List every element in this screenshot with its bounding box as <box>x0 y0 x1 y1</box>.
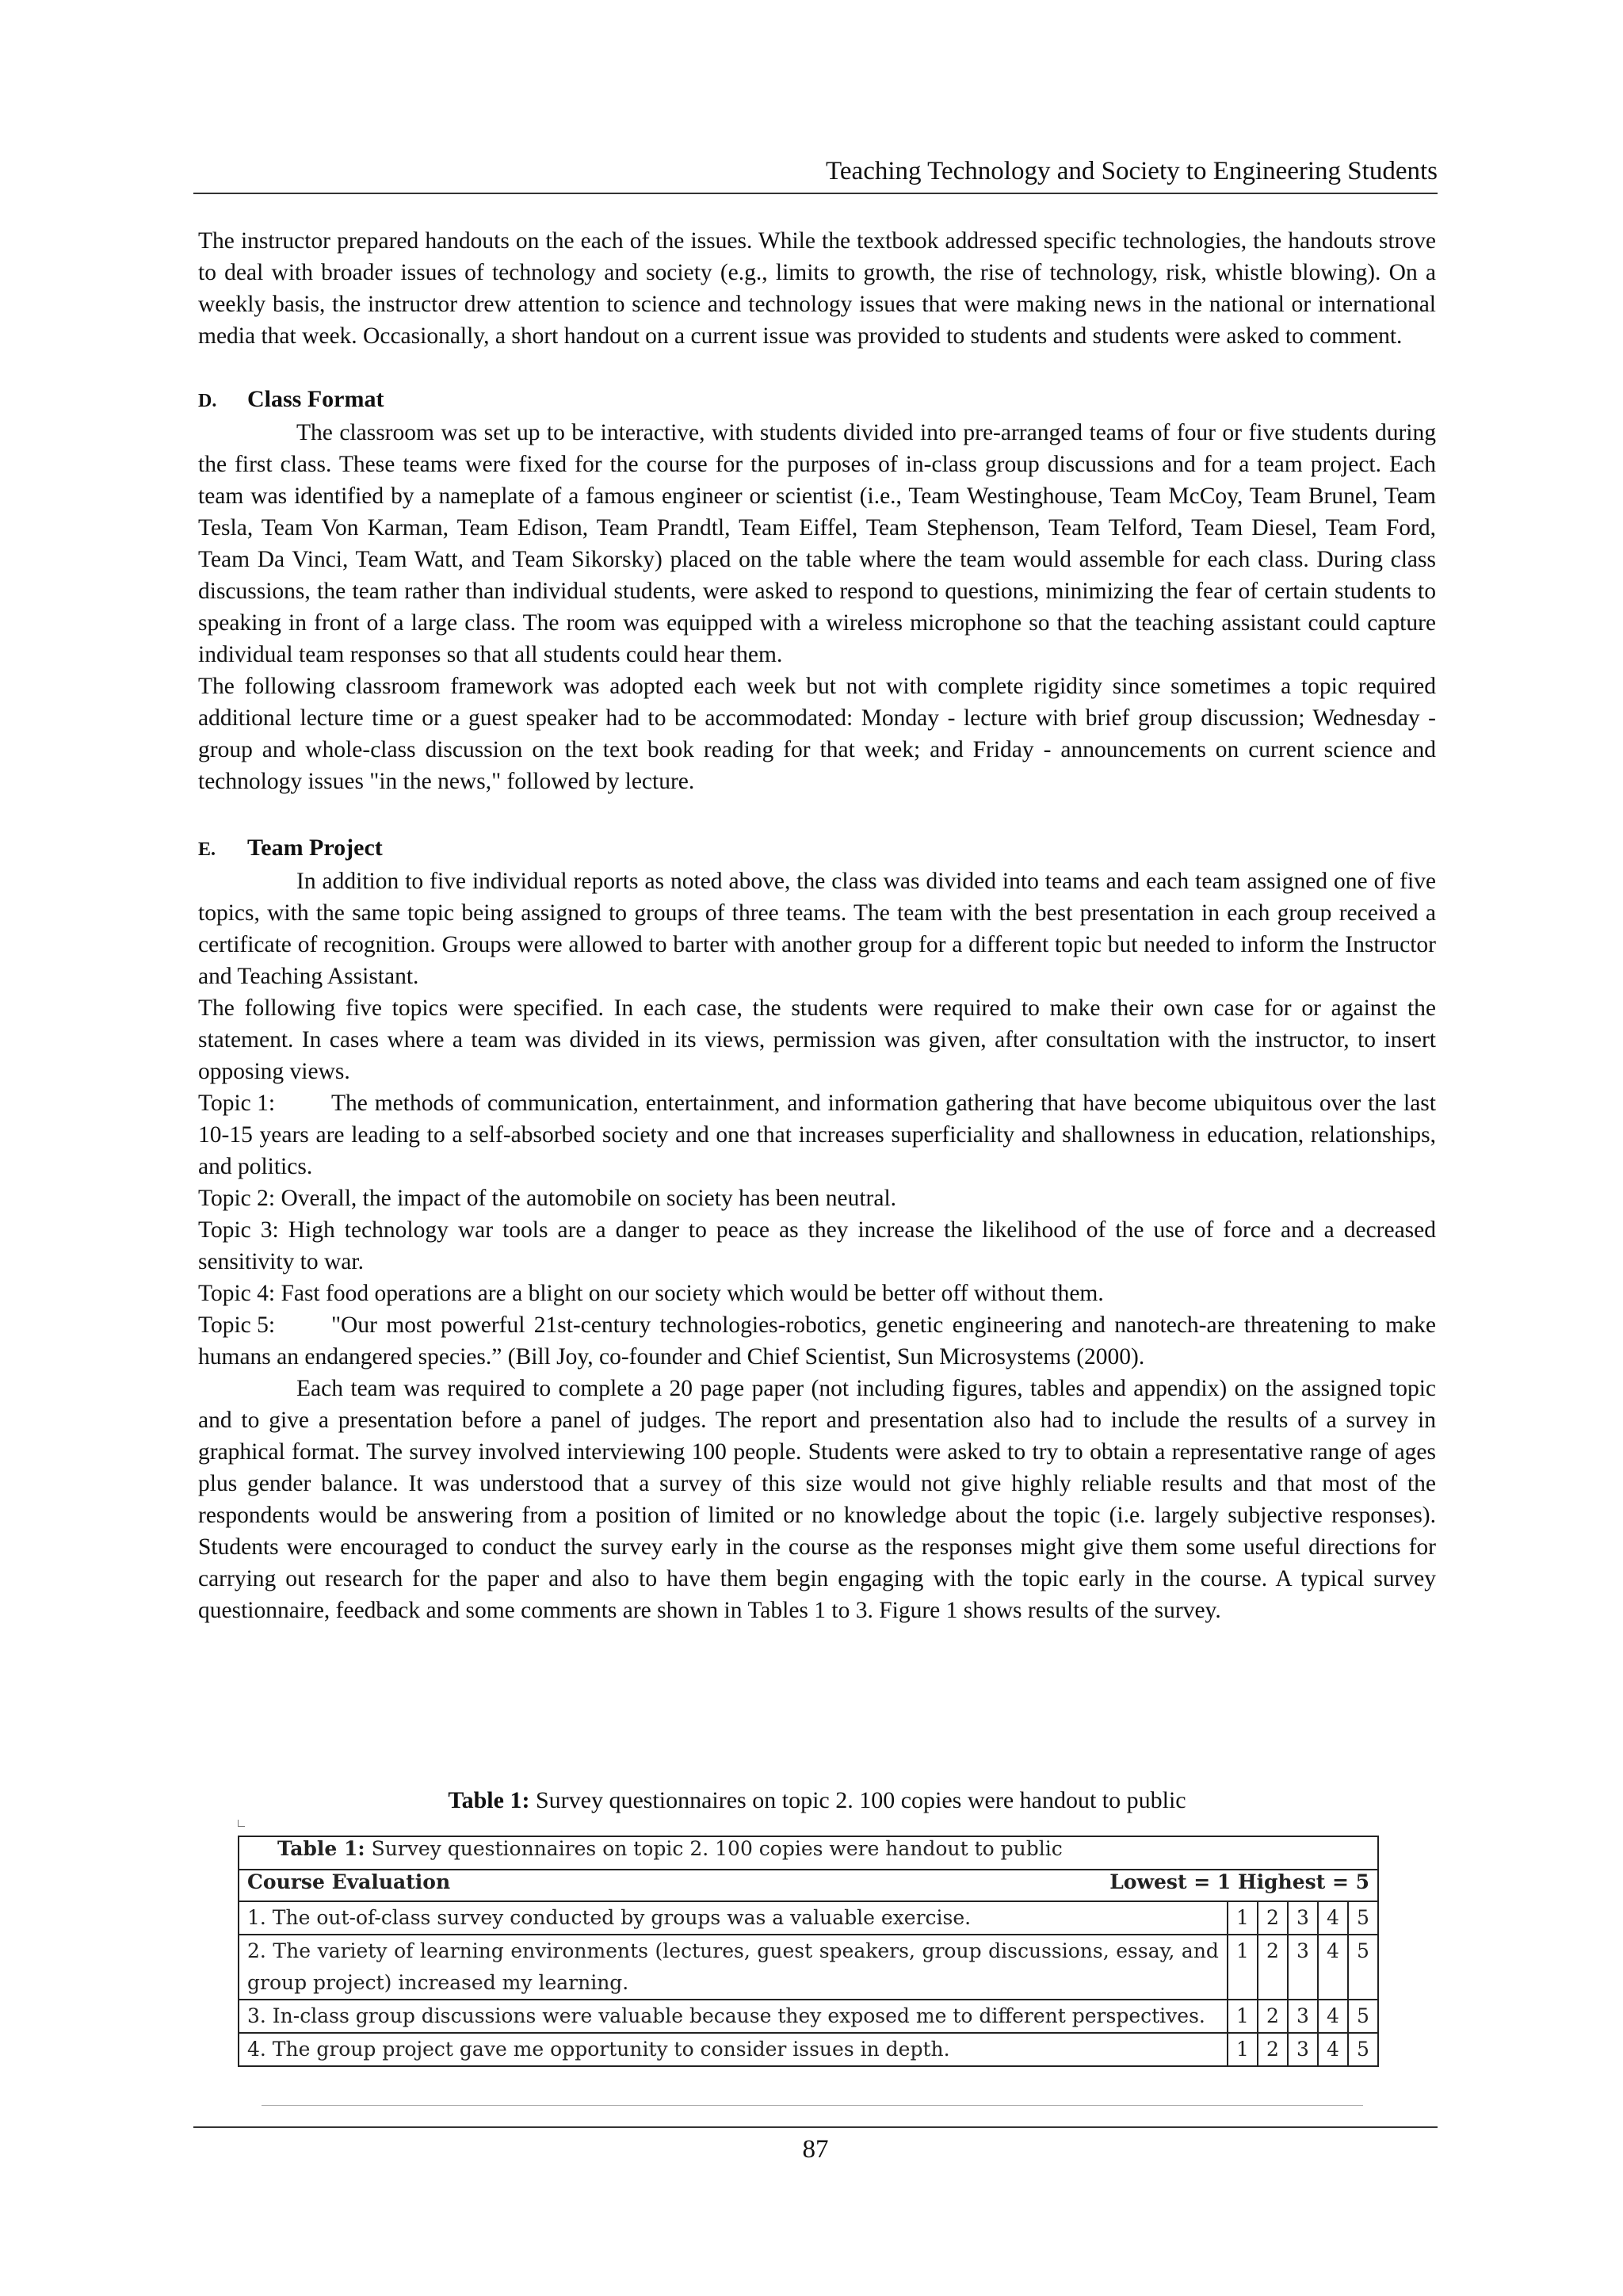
section-e-paragraph-2: The following five topics were specified. In each case, the students were required to make their own case for or against the statement. In cases where a team was divided in its views, permission was given, after consultation with the instructor, to insert opposing views. <box>198 995 1436 1084</box>
table-row <box>239 1901 1378 1935</box>
section-d-paragraph-1: The classroom was set up to be interactive, with students divided into pre-arranged teams of four or five students during the first class. These teams were fixed for the course for the purposes of in-class group discussions and for a team project. Each team was identified by a nameplate of a famous engineer or scientist (i.e., Team Westinghouse, Team McCoy, Team Brunel, Team Tesla, Team Von Karman, Team Edison, Team Prandtl, Team Eiffel, Team Stephenson, Team Telford, Team Diesel, Team Ford, Team Da Vinci, Team Watt, and Team Sikorsky) placed on the table where the team would assemble for each class. During class discussions, the team rather than individual students, were asked to respond to questions, minimizing the fear of certain students to speaking in front of a large class. The room was equipped with a wireless microphone so that the teaching assistant could capture individual team responses so that all students could hear them. <box>198 420 1436 667</box>
topic-label: Topic 3: <box>198 1217 279 1243</box>
section-e-heading <box>198 832 1436 865</box>
topic-item <box>198 1309 1436 1373</box>
rating-cell: 5 <box>1348 1935 1378 2000</box>
topic-item <box>198 1278 1436 1309</box>
header-rule <box>193 193 1438 194</box>
topic-label: Topic 5: <box>198 1312 276 1338</box>
section-e-title: Team Project <box>247 835 383 861</box>
rating-cell: 3 <box>1288 1901 1318 1935</box>
table-title-row <box>239 1836 1378 1870</box>
topic-item <box>198 1214 1436 1278</box>
table-header-row <box>239 1870 1378 1901</box>
table-1-caption-label: Table 1: <box>448 1787 530 1813</box>
table-header-right: Lowest = 1 Highest = 5 <box>1109 1870 1369 1893</box>
table-row <box>239 1935 1378 2000</box>
topic-text: Fast food operations are a blight on our society which would be better off without them. <box>281 1281 1104 1306</box>
rating-cell: 3 <box>1288 2033 1318 2066</box>
page-number: 87 <box>802 2135 829 2164</box>
topic-text: High technology war tools are a danger to peace as they increase the likelihood of the use of force and a decreased sensitivity to war. <box>198 1217 1436 1274</box>
footer-rule <box>193 2126 1438 2128</box>
topic-text: The methods of communication, entertainment, and information gathering that have become ubiquitous over the last 10-15 years are leading to a self-absorbed society and one that increases superficiality and shallowness in education, relationships, and politics. <box>198 1091 1436 1179</box>
table-header-left: Course Evaluation <box>247 1870 451 1893</box>
section-e-paragraph-3: Each team was required to complete a 20 page paper (not including figures, tables and appendix) on the assigned topic and to give a presentation before a panel of judges. The report and presentation also had to include the results of a survey in graphical format. The survey involved interviewing 100 people. Students were asked to try to obtain a representative range of ages plus gender balance. It was understood that a survey of this size would not give highly reliable results and that most of the respondents would be answering from a position of limited or no knowledge about the topic (i.e. largely subjective responses). Students were encouraged to conduct the survey early in the course as the responses might give them some useful directions for carrying out research for the paper and also to have them begin engaging with the topic early in the course. A typical survey questionnaire, feedback and some comments are shown in Tables 1 to 3. Figure 1 shows results of the survey. <box>198 1376 1436 1623</box>
survey-table <box>238 1836 1379 2067</box>
table-title-text: Survey questionnaires on topic 2. 100 copies were handout to public <box>371 1837 1063 1860</box>
rating-cell: 1 <box>1228 2000 1258 2033</box>
rating-cell: 5 <box>1348 1901 1378 1935</box>
question-cell: 1. The out-of-class survey conducted by groups was a valuable exercise. <box>239 1901 1228 1935</box>
topic-text: "Our most powerful 21st-century technologies-robotics, genetic engineering and nanotech-are threatening to make humans an endangered species.” (Bill Joy, co-founder and Chief Scientist, Sun Microsystems (2000). <box>198 1312 1436 1370</box>
table-1-caption-text: Survey questionnaires on topic 2. 100 copies were handout to public <box>535 1787 1186 1813</box>
rating-cell: 5 <box>1348 2033 1378 2066</box>
section-d-letter: D. <box>198 391 217 411</box>
rating-cell: 5 <box>1348 2000 1378 2033</box>
rating-cell: 2 <box>1258 1901 1288 1935</box>
topic-text: Overall, the impact of the automobile on society has been neutral. <box>281 1186 897 1211</box>
table-1-caption <box>198 1785 1436 1817</box>
table-row <box>239 2000 1378 2033</box>
table-title-cell <box>239 1836 1378 1870</box>
table-row <box>239 2033 1378 2066</box>
rating-cell: 1 <box>1228 1901 1258 1935</box>
table-bottom-rule <box>262 2105 1363 2106</box>
topic-label: Topic 4: <box>198 1281 276 1306</box>
table-header-cell <box>239 1870 1378 1901</box>
topic-item <box>198 1182 1436 1214</box>
topic-label: Topic 1: <box>198 1091 276 1116</box>
table-title-label: Table 1: <box>277 1837 365 1860</box>
question-cell: 2. The variety of learning environments (lectures, guest speakers, group discussions, essay, and group project) increased my learning. <box>239 1935 1228 2000</box>
topic-item <box>198 1087 1436 1182</box>
rating-cell: 4 <box>1318 2033 1348 2066</box>
running-header: Teaching Technology and Society to Engineering Students <box>826 157 1438 185</box>
rating-cell: 3 <box>1288 1935 1318 2000</box>
rating-cell: 2 <box>1258 1935 1288 2000</box>
corner-mark <box>238 1820 245 1827</box>
question-cell: 3. In-class group discussions were valuable because they exposed me to different perspectives. <box>239 2000 1228 2033</box>
body-text <box>198 225 1436 1626</box>
rating-cell: 2 <box>1258 2000 1288 2033</box>
rating-cell: 4 <box>1318 2000 1348 2033</box>
rating-cell: 1 <box>1228 2033 1258 2066</box>
rating-cell: 3 <box>1288 2000 1318 2033</box>
intro-paragraph: The instructor prepared handouts on the each of the issues. While the textbook addressed specific technologies, the handouts strove to deal with broader issues of technology and society (e.g., limits to growth, the rise of technology, risk, whistle blowing). On a weekly basis, the instructor drew attention to science and technology issues that were making news in the national or international media that week. Occasionally, a short handout on a current issue was provided to students and students were asked to comment. <box>198 228 1436 349</box>
rating-cell: 1 <box>1228 1935 1258 2000</box>
section-e-letter: E. <box>198 839 216 860</box>
section-d-heading <box>198 384 1436 417</box>
rating-cell: 2 <box>1258 2033 1288 2066</box>
section-e-paragraph-1: In addition to five individual reports as noted above, the class was divided into teams and each team assigned one of five topics, with the same topic being assigned to groups of three teams. The team with the best presentation in each group received a certificate of recognition. Groups were allowed to barter with another group for a different topic but needed to inform the Instructor and Teaching Assistant. <box>198 869 1436 989</box>
topic-label: Topic 2: <box>198 1186 276 1211</box>
question-cell: 4. The group project gave me opportunity to consider issues in depth. <box>239 2033 1228 2066</box>
section-d-title: Class Format <box>247 386 384 412</box>
section-d-paragraph-2: The following classroom framework was adopted each week but not with complete rigidity since sometimes a topic required additional lecture time or a guest speaker had to be accommodated: Monday - lecture with brief group discussion; Wednesday - group and whole-class discussion on the text book reading for that week; and Friday - announcements on current science and technology issues "in the news," followed by lecture. <box>198 674 1436 794</box>
rating-cell: 4 <box>1318 1901 1348 1935</box>
rating-cell: 4 <box>1318 1935 1348 2000</box>
